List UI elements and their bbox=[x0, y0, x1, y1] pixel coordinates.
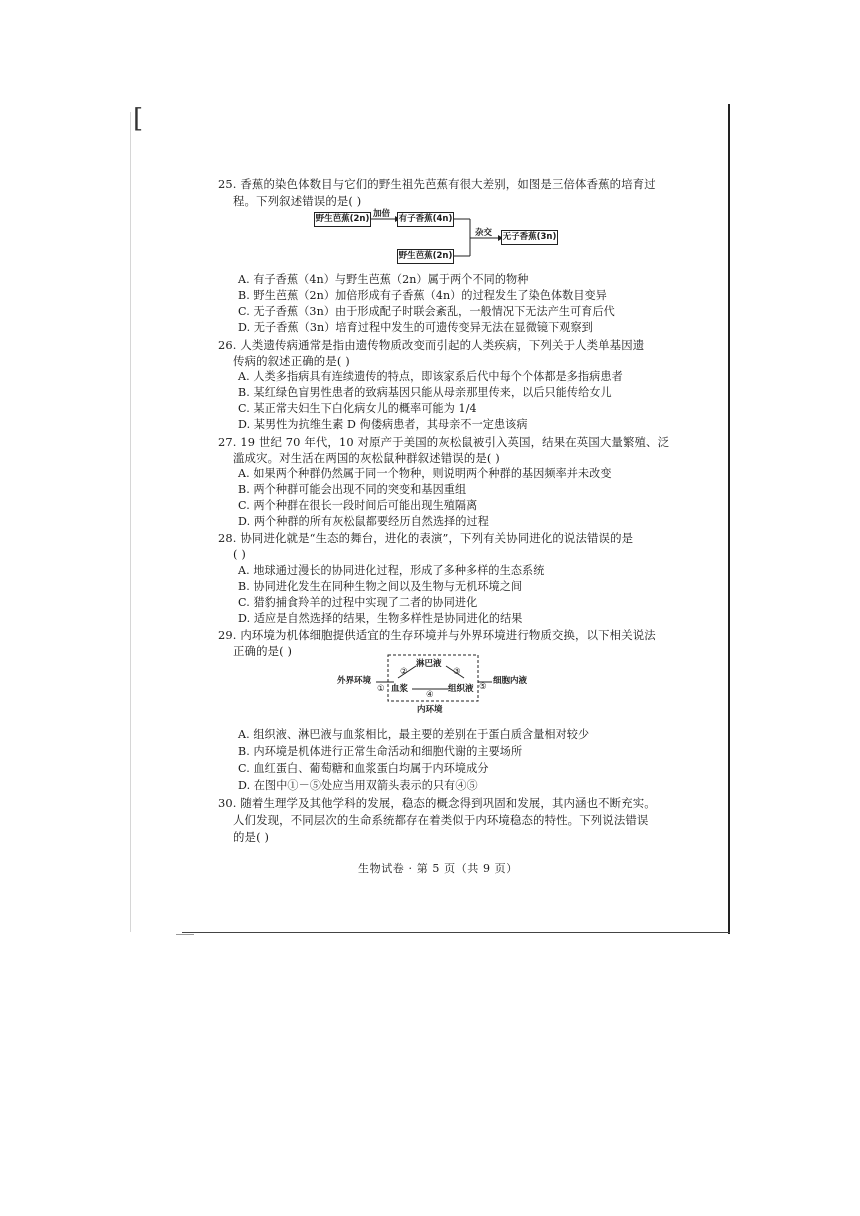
label-external-environment: 外界环境 bbox=[337, 676, 372, 686]
box-seeded-banana: 有子香蕉(4n) bbox=[397, 212, 454, 227]
question-28-stem-line1 bbox=[218, 530, 633, 546]
question-number: 29. bbox=[218, 628, 237, 642]
question-text: 19 世纪 70 年代，10 对原产于美国的灰松鼠被引入英国，结果在英国大量繁殖、泛 bbox=[240, 435, 670, 449]
question-26-stem-line2: 传病的叙述正确的是( ) bbox=[233, 354, 350, 368]
question-28-option-d: D. 适应是自然选择的结果，生物多样性是协同进化的结果 bbox=[238, 612, 523, 625]
question-25-option-b: B. 野生芭蕉（2n）加倍形成有子香蕉（4n）的过程发生了染色体数目变异 bbox=[238, 289, 607, 302]
question-30-stem-line3: 的是( ) bbox=[233, 830, 270, 844]
circled-number-4: ④ bbox=[426, 690, 434, 700]
question-26-option-b: B. 某红绿色盲男性患者的致病基因只能从母亲那里传来，以后只能传给女儿 bbox=[238, 386, 612, 399]
question-29-option-d: D. 在图中①－⑤处应当用双箭头表示的只有④⑤ bbox=[238, 779, 478, 792]
bottom-margin-line bbox=[182, 932, 730, 933]
corner-mark: [ bbox=[133, 104, 144, 134]
question-26-option-c: C. 某正常夫妇生下白化病女儿的概率可能为 1/4 bbox=[238, 402, 477, 415]
question-25-stem-line2: 程。下列叙述错误的是( ) bbox=[233, 194, 362, 208]
question-29-stem-line1 bbox=[218, 627, 656, 643]
question-27-option-c: C. 两个种群在很长一段时间后可能出现生殖隔离 bbox=[238, 499, 478, 512]
right-margin-line bbox=[728, 104, 730, 934]
page-footer: 生物试卷 · 第 5 页（共 9 页） bbox=[358, 862, 518, 875]
question-30-stem-line1 bbox=[218, 795, 656, 811]
question-25-option-c: C. 无子香蕉（3n）由于形成配子时联会紊乱，一般情况下无法产生可育后代 bbox=[238, 305, 615, 318]
question-text: 随着生理学及其他学科的发展，稳态的概念得到巩固和发展，其内涵也不断充实。 bbox=[240, 796, 656, 810]
question-25-stem-line1 bbox=[218, 176, 656, 192]
label-tissue-fluid: 组织液 bbox=[448, 684, 474, 694]
question-number: 30. bbox=[218, 796, 237, 810]
question-28-stem-line2: ( ) bbox=[233, 547, 246, 561]
box-seedless-banana: 无子香蕉(3n) bbox=[501, 230, 558, 245]
label-cross: 杂交 bbox=[475, 228, 493, 238]
question-27-option-d: D. 两个种群的所有灰松鼠都要经历自然选择的过程 bbox=[238, 515, 489, 528]
question-27-stem-line2: 滥成灾。对生活在两国的灰松鼠种群叙述错误的是( ) bbox=[233, 451, 500, 465]
label-plasma: 血浆 bbox=[391, 684, 409, 694]
question-27-option-b: B. 两个种群可能会出现不同的突变和基因重组 bbox=[238, 483, 467, 496]
label-intracellular-fluid: 细胞内液 bbox=[493, 676, 528, 686]
circled-number-2: ② bbox=[400, 667, 408, 677]
question-number: 27. bbox=[218, 435, 237, 449]
question-number: 25. bbox=[218, 177, 237, 191]
left-margin-line bbox=[130, 112, 131, 932]
box-wild-banana-top: 野生芭蕉(2n) bbox=[314, 212, 371, 227]
circled-number-1: ① bbox=[377, 684, 385, 694]
question-text: 内环境为机体细胞提供适宜的生存环境并与外界环境进行物质交换，以下相关说法 bbox=[240, 628, 656, 642]
question-number: 28. bbox=[218, 531, 237, 545]
question-26-stem-line1 bbox=[218, 337, 644, 353]
question-29-option-b: B. 内环境是机体进行正常生命活动和细胞代谢的主要场所 bbox=[238, 745, 523, 758]
bottom-margin-tick bbox=[176, 934, 194, 935]
question-25-option-d: D. 无子香蕉（3n）培育过程中发生的可遗传变异无法在显微镜下观察到 bbox=[238, 321, 593, 334]
question-28-option-a: A. 地球通过漫长的协同进化过程，形成了多种多样的生态系统 bbox=[238, 564, 545, 577]
question-30-stem-line2: 人们发现，不同层次的生命系统都存在着类似于内环境稳态的特性。下列说法错误 bbox=[233, 813, 649, 827]
circled-number-3: ③ bbox=[453, 667, 461, 677]
label-lymph: 淋巴液 bbox=[416, 659, 442, 669]
question-29-option-a: A. 组织液、淋巴液与血浆相比，最主要的差别在于蛋白质含量相对较少 bbox=[238, 728, 590, 741]
question-27-option-a: A. 如果两个种群仍然属于同一个物种，则说明两个种群的基因频率并未改变 bbox=[238, 467, 612, 480]
question-25-option-a: A. 有子香蕉（4n）与野生芭蕉（2n）属于两个不同的物种 bbox=[238, 273, 529, 286]
question-28-option-b: B. 协同进化发生在同种生物之间以及生物与无机环境之间 bbox=[238, 580, 523, 593]
question-27-stem-line1 bbox=[218, 434, 669, 450]
question-text: 协同进化就是“生态的舞台，进化的表演”，下列有关协同进化的说法错误的是 bbox=[240, 531, 634, 545]
question-26-option-d: D. 某男性为抗维生素 D 佝偻病患者，其母亲不一定患该病 bbox=[238, 418, 528, 431]
question-28-option-c: C. 猎豹捕食羚羊的过程中实现了二者的协同进化 bbox=[238, 596, 478, 609]
label-internal-environment: 内环境 bbox=[417, 705, 443, 715]
question-26-option-a: A. 人类多指病具有连续遗传的特点，即该家系后代中每个个体都是多指病患者 bbox=[238, 370, 623, 383]
question-number: 26. bbox=[218, 338, 237, 352]
box-wild-banana-bottom: 野生芭蕉(2n) bbox=[397, 249, 454, 264]
circled-number-5: ⑤ bbox=[479, 682, 487, 692]
question-text: 香蕉的染色体数目与它们的野生祖先芭蕉有很大差别，如图是三倍体香蕉的培育过 bbox=[240, 177, 656, 191]
question-text: 人类遗传病通常是指由遗传物质改变而引起的人类疾病，下列关于人类单基因遗 bbox=[240, 338, 645, 352]
question-29-option-c: C. 血红蛋白、葡萄糖和血浆蛋白均属于内环境成分 bbox=[238, 762, 489, 775]
label-double: 加倍 bbox=[373, 209, 391, 219]
question-29-stem-line2: 正确的是( ) bbox=[233, 644, 293, 658]
